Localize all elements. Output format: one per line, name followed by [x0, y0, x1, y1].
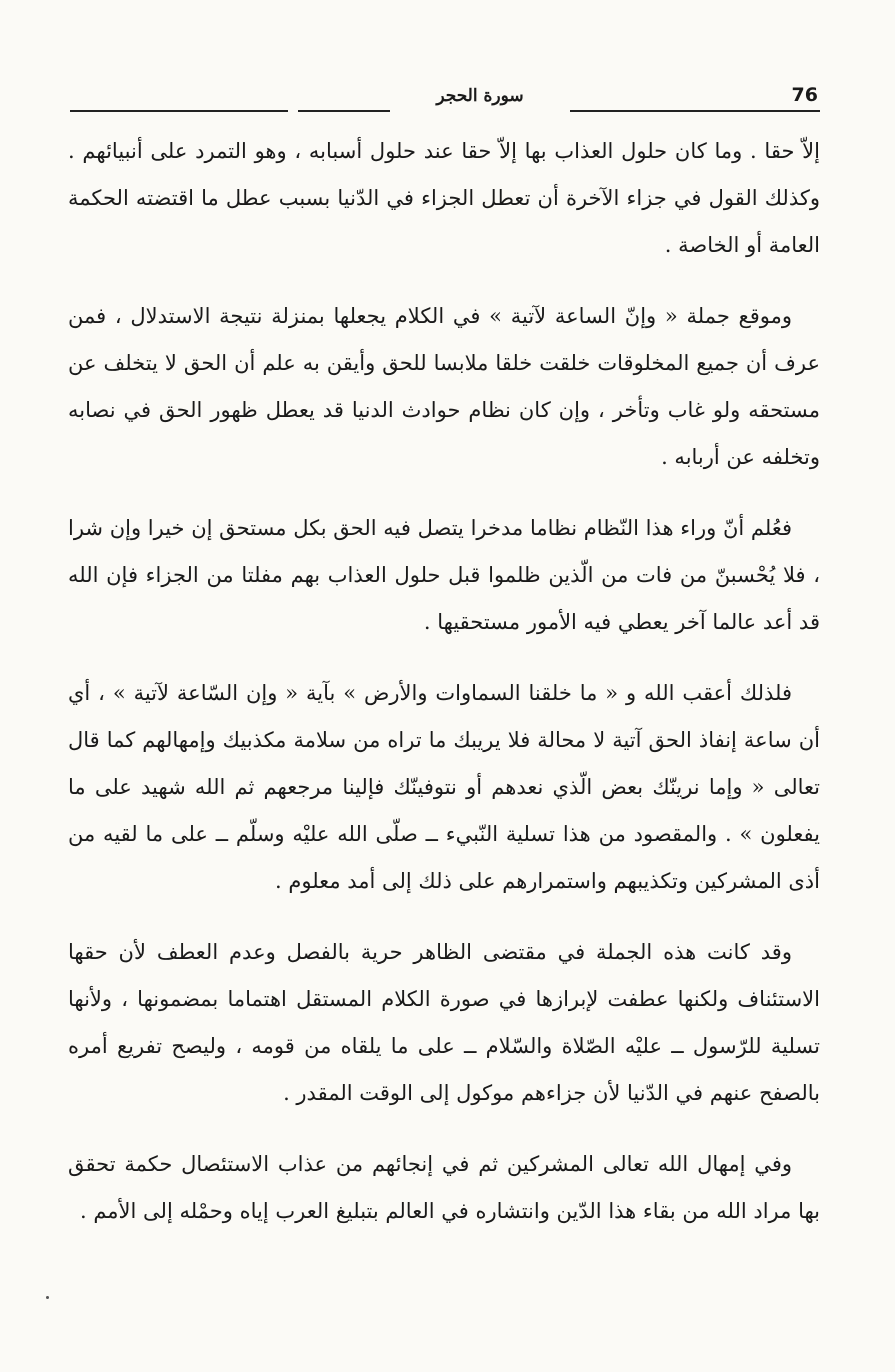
header-rule: [70, 110, 288, 112]
paragraph: وموقع جملة « وإنّ الساعة لآتية » في الكلام يجعلها بمنزلة نتيجة الاستدلال ، فمن عرف أن جميع المخلوقات خلقت خلقا ملابسا للحق وأيقن به علم أن الحق لا يتخلف عن مستحقه ولو غاب وتأخر ، وإن كان نظام حوادث الدنيا قد يعطل ظهور الحق في نصابه وتخلفه عن أربابه .: [68, 304, 820, 469]
page-header: [70, 84, 822, 116]
paragraph: إلاّ حقا . وما كان حلول العذاب بها إلاّ حقا عند حلول أسبابه ، وهو التمرد على أنبيائهم . وكذلك القول في جزاء الآخرة أن تعطل الجزاء في الدّنيا بسبب عطل ما اقتضته الحكمة العامة أو الخاصة .: [68, 139, 820, 257]
paragraph: وقد كانت هذه الجملة في مقتضى الظاهر حرية بالفصل وعدم العطف لأن حقها الاستئناف ولكنها عطفت لإبرازها في صورة الكلام المستقل اهتماما بمضمونها ، ولأنها تسلية للرّسول ــ عليْه الصّلاة والسّلام ــ على ما يلقاه من قومه ، وليصح تفريع أمره بالصفح عنهم في الدّنيا لأن جزاءهم موكول إلى الوقت المقدر .: [68, 940, 820, 1105]
page-number: 76: [791, 84, 818, 106]
running-title: سورة الحجر: [436, 86, 524, 106]
paragraph: فلذلك أعقب الله و « ما خلقنا السماوات والأرض » بآية « وإن السّاعة لآتية » ، أي أن ساعة إنفاذ الحق آتية لا محالة فلا يريبك ما تراه من سلامة مكذبيك وإمهالهم كما قال تعالى « وإما نرينّك بعض الّذي نعدهم أو نتوفينّك فإلينا مرجعهم ثم الله شهيد على ما يفعلون » . والمقصود من هذا تسلية النّبيء ــ صلّى الله عليْه وسلّم ــ على ما لقيه من أذى المشركين وتكذيبهم واستمرارهم على ذلك إلى أمد معلوم .: [68, 681, 820, 893]
header-rule: [570, 110, 820, 112]
paragraph: وفي إمهال الله تعالى المشركين ثم في إنجائهم من عذاب الاستئصال حكمة تحقق بها مراد الله من بقاء هذا الدّين وانتشاره في العالم بتبليغ العرب إياه وحمْله إلى الأمم .: [68, 1152, 820, 1223]
paper-speck: [46, 1296, 49, 1299]
paragraph: فعُلم أنّ وراء هذا النّظام نظاما مدخرا يتصل فيه الحق بكل مستحق إن خيرا وإن شرا ، فلا يُحْسبنّ من فات من الّذين ظلموا قبل حلول العذاب بهم مفلتا من الجزاء فإن الله قد أعد عالما آخر يعطي فيه الأمور مستحقيها .: [68, 516, 820, 634]
page-body: [68, 128, 820, 1259]
header-rule: [298, 110, 390, 112]
